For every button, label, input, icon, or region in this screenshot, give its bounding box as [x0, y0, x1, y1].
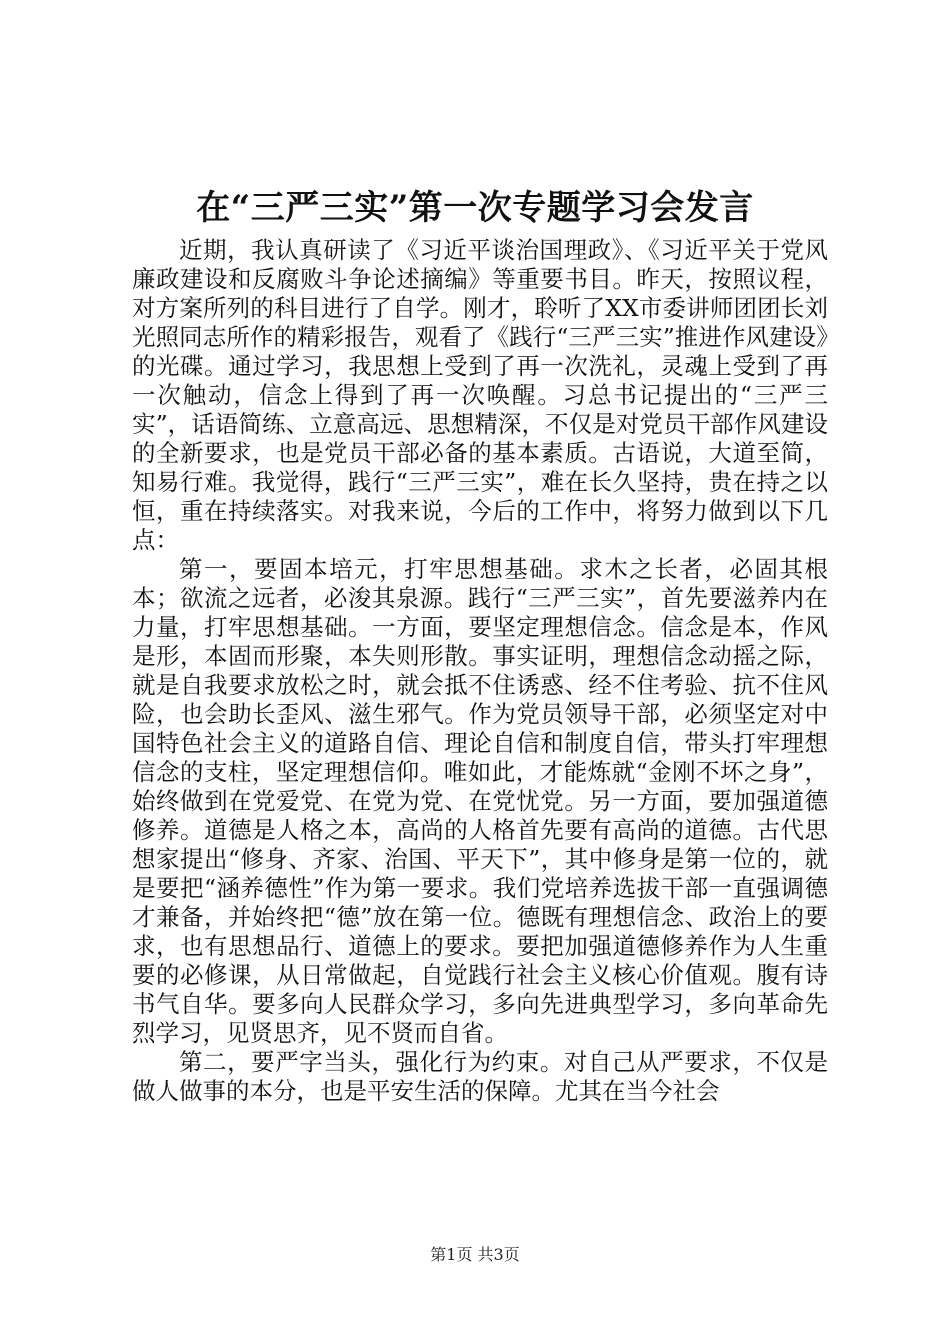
- document-title: 在“三严三实”第一次专题学习会发言: [196, 188, 754, 228]
- page-number-footer: 第1页 共3页: [430, 1245, 520, 1264]
- paragraph-first-point: 第一，要固本培元，打牢思想基础。求木之长者，必固其根本；欲流之远者，必浚其泉源。践行“三严三实”，首先要滋养内在力量，打牢思想基础。一方面，要坚定理想信念。信念是本，作风是形，本固而形聚，本失则形散。事实证明，理想信念动摇之际，就是自我要求放松之时，就会抵不住诱惑、经不住考验、抗不住风险，也会助长歪风、滋生邪气。作为党员领导干部，必须坚定对中国特色社会主义的道路自信、理论自信和制度自信，带头打牢理想信念的支柱，坚定理想信仰。唯如此，才能炼就“金刚不坏之身”，始终做到在党爱党、在党为党、在党忧党。另一方面，要加强道德修养。道德是人格之本，高尚的人格首先要有高尚的道德。古代思想家提出“修身、齐家、治国、平天下”，其中修身是第一位的，就是要把“涵养德性”作为第一要求。我们党培养选拔干部一直强调德才兼备，并始终把“德”放在第一位。德既有理想信念、政治上的要求，也有思想品行、道德上的要求。要把加强道德修养作为人生重要的必修课，从日常做起，自觉践行社会主义核心价值观。腹有诗书气自华。要多向人民群众学习，多向先进典型学习，多向革命先烈学习，见贤思齐，见不贤而自省。: [132, 555, 828, 1047]
- paragraph-intro: 近期，我认真研读了《习近平谈治国理政》、《习近平关于党风廉政建设和反腐败斗争论述摘编》等重要书目。昨天，按照议程，对方案所列的科目进行了自学。刚才，聆听了XX市委讲师团团长刘光照同志所作的精彩报告，观看了《践行“三严三实”推进作风建设》的光碟。通过学习，我思想上受到了再一次洗礼，灵魂上受到了再一次触动，信念上得到了再一次唤醒。习总书记提出的“三严三实”，话语简练、立意高远、思想精深，不仅是对党员干部作风建设的全新要求，也是党员干部必备的基本素质。古语说，大道至简，知易行难。我觉得，践行“三严三实”，难在长久坚持，贵在持之以恒，重在持续落实。对我来说，今后的工作中，将努力做到以下几点：: [132, 236, 828, 554]
- document-body: [132, 236, 828, 1106]
- paragraph-second-point: 第二，要严字当头，强化行为约束。对自己从严要求，不仅是做人做事的本分，也是平安生活的保障。尤其在当今社会: [132, 1048, 828, 1105]
